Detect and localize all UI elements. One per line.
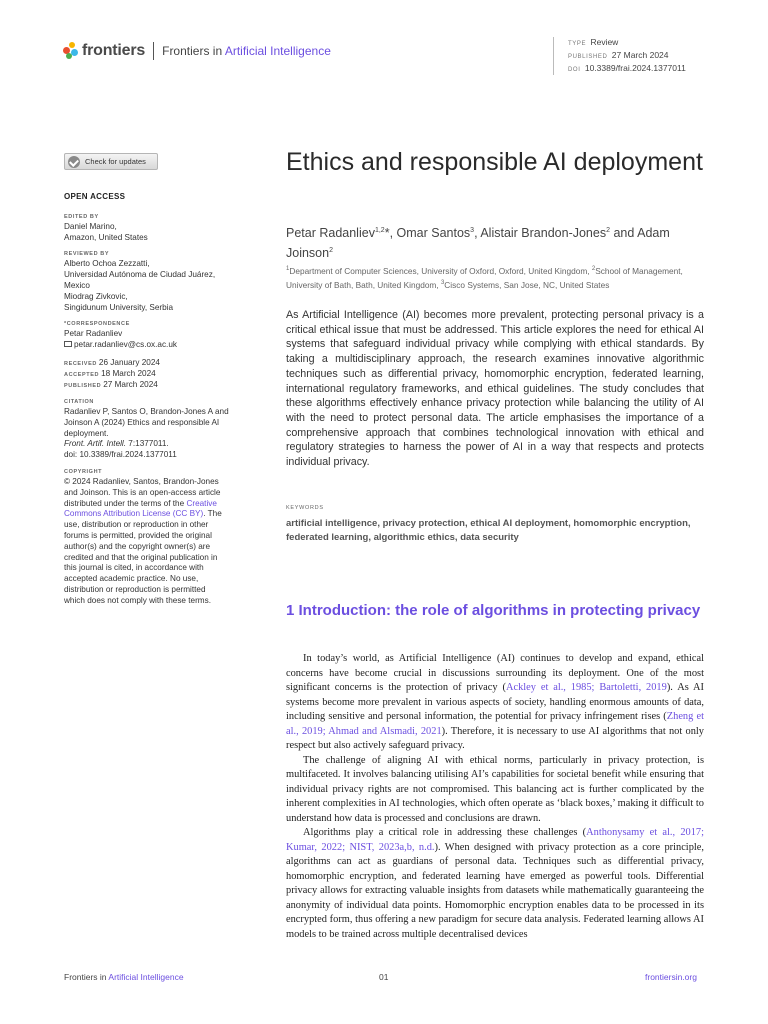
citation-link[interactable]: Ackley et al., 1985; Bartoletti, 2019 [505, 682, 667, 693]
article-dates: RECEIVED 26 January 2024 ACCEPTED 18 March 2024 PUBLISHED 27 March 2024 [64, 357, 160, 389]
author-affiliation-marker: 2 [329, 247, 333, 255]
author-affiliation-marker: 3 [470, 227, 475, 234]
author-affiliation-marker: 1,2 [374, 227, 385, 234]
check-icon [68, 156, 80, 168]
correspondence: *CORRESPONDENCE Petar Radanliev petar.radanliev@cs.ox.ac.uk [64, 321, 177, 350]
meta-type: TYPE Review [568, 37, 619, 47]
article-title: Ethics and responsible AI deployment [286, 148, 703, 176]
affiliations [286, 263, 718, 292]
body-text: The challenge of aligning AI with ethical norms, particularly in privacy protection, is multifaceted. It involves balancing utilising AI’s capabilities for societal benefit while ensuring that individual privacy rights are not compromised. This balancing act is further complicated by the inherent complexities in AI technologies, which often operate as ‘black boxes,’ making it difficult to understand how data is processed and conclusions are drawn. [286, 754, 704, 824]
check-for-updates-button[interactable] [64, 153, 158, 170]
frontiers-logo-icon [63, 42, 79, 60]
affiliation-text: School of Management, University of Bath, Bath, United Kingdom, [286, 265, 683, 291]
footer-journal[interactable]: Frontiers in Artificial Intelligence [64, 972, 184, 982]
article-body [286, 652, 704, 942]
body-text: In today’s world, as Artificial Intelligence (AI) continues to develop and expand, ethical concerns have become crucial in discussions surrounding its deployment. One of the most significant concerns is the protection of privacy ( [286, 653, 704, 693]
correspondence-email-link[interactable]: petar.radanliev@cs.ox.ac.uk [74, 340, 177, 350]
footer-site-link[interactable]: frontiersin.org [645, 972, 697, 982]
body-paragraph [286, 754, 704, 827]
journal-title [162, 44, 331, 58]
citation-doi[interactable]: doi: 10.3389/frai.2024.1377011 [64, 450, 177, 460]
citation-link[interactable]: Zheng et al., 2019; Ahmad and Alsmadi, 2021 [286, 711, 704, 737]
meta-published: PUBLISHED 27 March 2024 [568, 50, 669, 60]
copyright: COPYRIGHT © 2024 Radanliev, Santos, Brandon-Jones and Joinson. This is an open-access article distributed under the terms of the Creative Commons Attribution License (CC BY). The use, distribution or reproduction in other forums is permitted, provided the original author(s) and the copyright owner(s) are credited and that the original publication in this journal is cited, in accordance with accepted academic practice. No use, distribution or reproduction is permitted which does not comply with these terms. [64, 468, 222, 605]
author-name[interactable]: Alistair Brandon-Jones [480, 226, 607, 241]
keywords: artificial intelligence, privacy protection, ethical AI deployment, homomorphic encryption, federated learning, algorithmic ethics, data security [286, 518, 691, 543]
article-sidebar [64, 192, 259, 614]
corresponding-marker: * [384, 226, 390, 241]
abstract: As Artificial Intelligence (AI) becomes more prevalent, protecting personal privacy is a critical ethical issue that must be addressed. This article explores the need for ethical AI systems that safeguard individual privacy while complying with ethical standards. By taking a multidisciplinary approach, the research examines innovative algorithmic techniques such as differential privacy, homomorphic encryption, federated learning, international regulatory frameworks, and ethical guidelines. The study concludes that these algorithms effectively enhance privacy protection while balancing the utility of AI with the need to protect personal data. The article emphasises the importance of a comprehensive approach that combines technological innovation with ethical and regulatory strategies to harness the power of AI in a way that respects and protects individual privacy. [286, 309, 704, 469]
citation-link[interactable]: Anthonysamy et al., 2017; Kumar, 2022; NIST, 2023a,b, n.d. [286, 827, 704, 853]
body-paragraph [286, 652, 704, 754]
author-name[interactable]: Adam Joinson [286, 226, 670, 261]
journal-brand[interactable] [63, 42, 331, 60]
body-text: Algorithms play a critical role in addressing these challenges ( [303, 827, 587, 838]
body-text: ). As AI systems become more prevalent in various aspects of society, handling enormous amounts of data, including sensitive and personal information, the potential for privacy infringement rises ( [286, 682, 705, 722]
reviewed-by: REVIEWED BY Alberto Ochoa Zezzatti, Universidad Autónoma de Ciudad Juárez, Mexico Miodrag Zivkovic, Singidunum University, Serbia [64, 251, 216, 312]
author-name[interactable]: Omar Santos [396, 226, 471, 241]
body-text: ). Therefore, it is necessary to use AI algorithms that not only respect but also actively safeguard privacy. [286, 725, 704, 751]
affiliation-marker: 3 [440, 280, 445, 287]
citation: CITATION Radanliev P, Santos O, Brandon-Jones A and Joinson A (2024) Ethics and responsible AI deployment. Front. Artif. Intell. 7:1377011. doi: 10.3389/frai.2024.1377011 [64, 398, 259, 461]
affiliation-marker: 2 [591, 266, 596, 272]
body-paragraph [286, 826, 704, 942]
keywords-label: KEYWORDS [286, 505, 324, 511]
open-access-label: OPEN ACCESS [64, 192, 126, 201]
affiliation-marker: 1 [286, 266, 290, 272]
article-meta [553, 37, 686, 75]
author-affiliation-marker: 2 [606, 227, 610, 234]
journal-name: Artificial Intelligence [224, 44, 331, 58]
license-link-cont[interactable]: Commons Attribution License (CC BY) [64, 509, 204, 519]
body-text: ). When designed with privacy protection as a core principle, algorithms can act as guardians of personal data. Techniques such as differential privacy, homomorphic encryption, and federated learning have emerged as powerful tools. Differential privacy allows for extracting valuable insights from datasets while mathematically guaranteeing the anonymity of individual data points. Homomorphic encryption enables data to be processed in its encrypted form, thus offering a new paradigm for secure data analysis. Federated learning allows AI models to be trained across multiple decentralised devices [286, 841, 704, 940]
author-name[interactable]: Petar Radanliev [286, 226, 375, 241]
section-heading: 1 Introduction: the role of algorithms in protecting privacy [286, 602, 701, 619]
page-number: 01 [379, 972, 389, 982]
license-link[interactable]: Creative [186, 498, 217, 508]
author-list: Petar Radanliev$^{1,2}$*, Omar Santos$^3$, Alistair Brandon-Jones$^2$ and Adam Joinson$^2$ [286, 226, 670, 261]
brand-name: frontiers [82, 42, 146, 59]
journal-prefix: Frontiers in [162, 44, 223, 58]
meta-doi[interactable]: DOI 10.3389/frai.2024.1377011 [568, 63, 686, 73]
mail-icon [64, 341, 72, 347]
affiliation-text: Cisco Systems, San Jose, NC, United States [444, 280, 610, 291]
check-for-updates-label: Check for updates [85, 157, 146, 166]
affiliation-text: Department of Computer Sciences, University of Oxford, Oxford, United Kingdom, [289, 265, 592, 276]
brand-divider [153, 42, 154, 60]
edited-by: EDITED BY Daniel Marino, Amazon, United States [64, 213, 148, 242]
